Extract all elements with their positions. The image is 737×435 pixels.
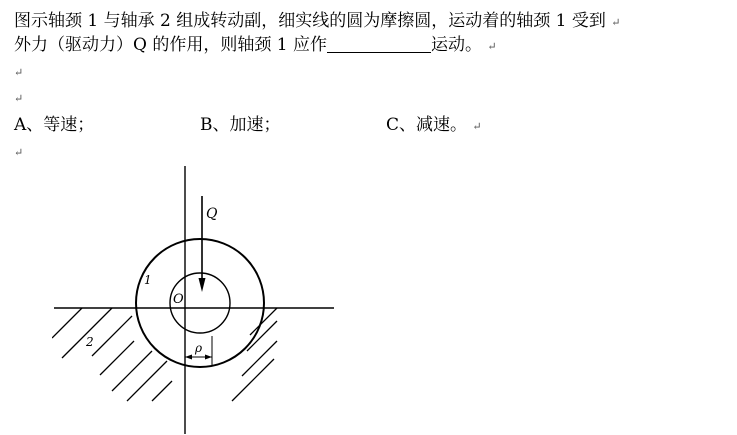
bearing-hatching [52, 308, 277, 401]
question-line-2 [14, 34, 497, 58]
paragraph-mark: ↵ [487, 40, 497, 53]
paragraph-mark: ↵ [14, 66, 24, 79]
option-c-label: C、减速。 [386, 115, 468, 135]
center-label: O [173, 292, 184, 307]
paragraph-mark: ↵ [472, 120, 482, 133]
rho-arrow-right [205, 355, 212, 360]
journal-label: 1 [144, 273, 152, 287]
rho-label: ρ [195, 341, 203, 355]
option-b-label: B、加速； [200, 115, 281, 135]
paragraph-mark: ↵ [14, 146, 24, 159]
paragraph-mark: ↵ [611, 16, 621, 29]
question-line-1 [14, 10, 621, 34]
journal-bearing-diagram [52, 166, 342, 434]
option-a-label: A、等速； [14, 115, 95, 135]
paragraph-mark: ↵ [14, 92, 24, 105]
option-b[interactable] [200, 114, 281, 136]
option-c[interactable] [386, 114, 482, 138]
question-text-1: 图示轴颈 1 与轴承 2 组成转动副，细实线的圆为摩擦圆，运动着的轴颈 1 受到 [14, 11, 606, 31]
option-a[interactable] [14, 114, 94, 136]
bearing-label: 2 [86, 335, 94, 349]
answer-blank[interactable] [327, 36, 431, 53]
rho-arrow-left [185, 355, 192, 360]
force-label: Q [206, 206, 218, 222]
question-text-2b: 运动。 [430, 35, 482, 55]
question-text-2a: 外力（驱动力）Q 的作用，则轴颈 1 应作 [14, 35, 327, 55]
force-arrowhead [199, 278, 206, 292]
